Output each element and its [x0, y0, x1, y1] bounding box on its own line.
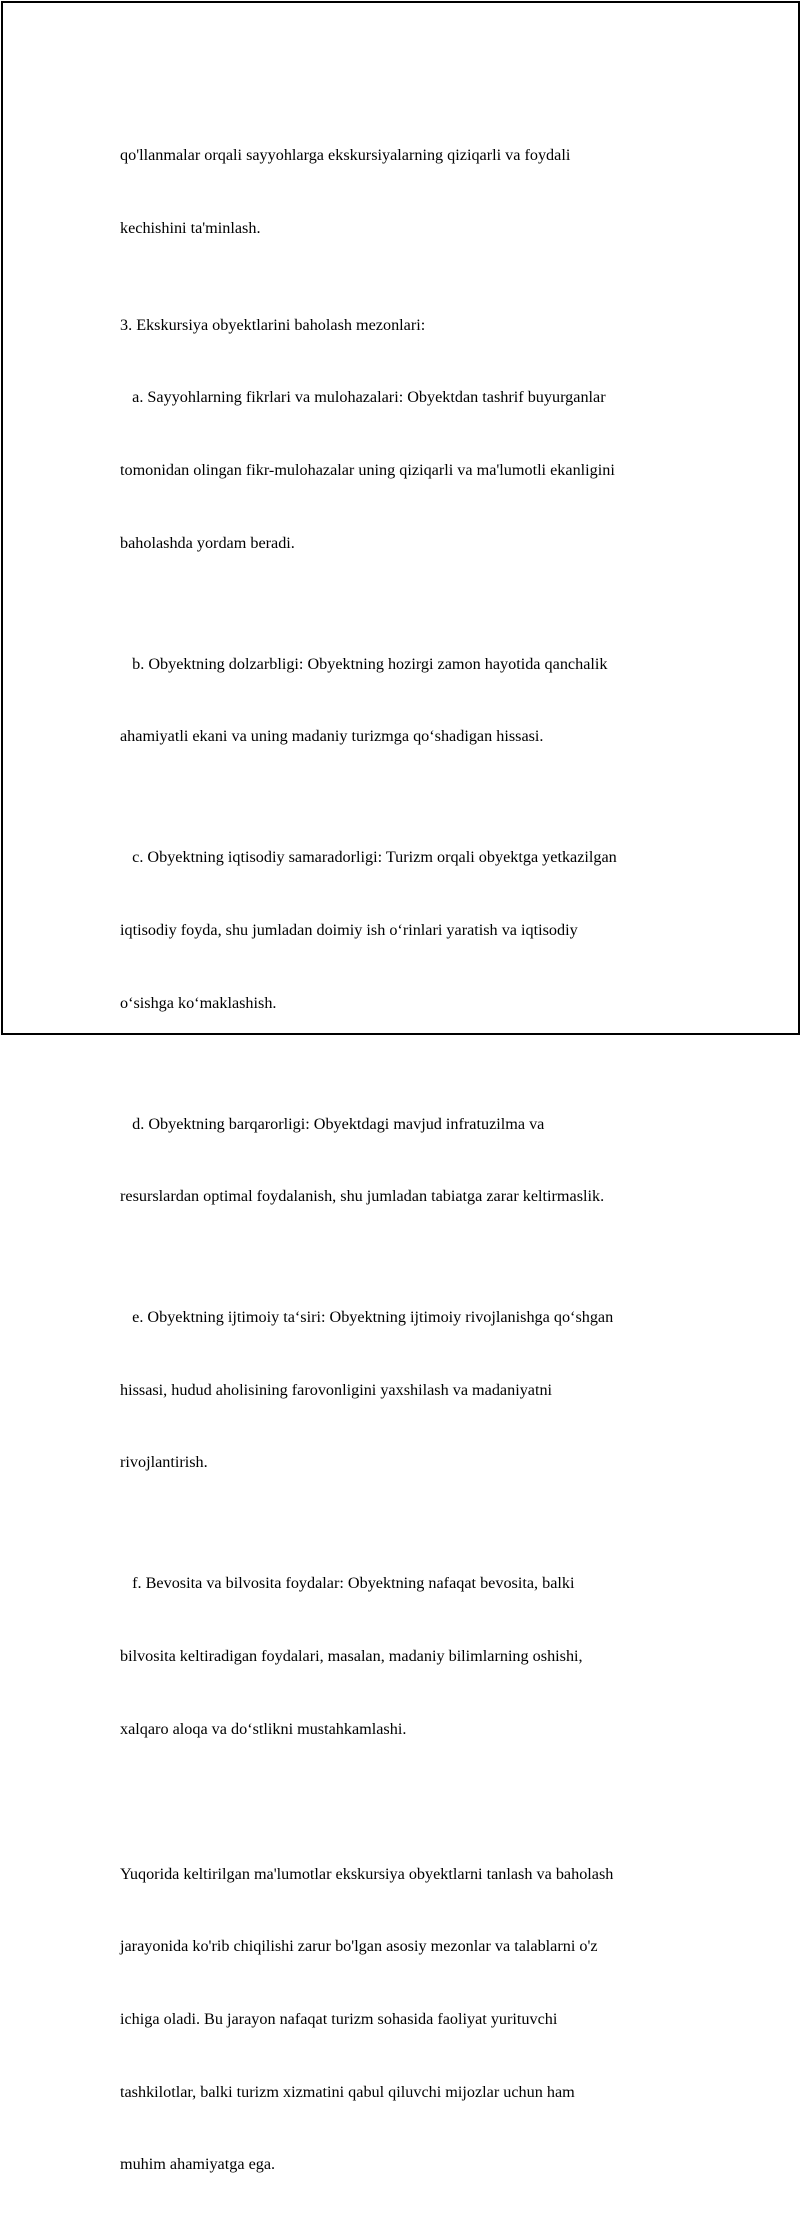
text-line: iqtisodiy foyda, shu jumladan doimiy ish o‘rinlari yaratish va iqtisodiy [120, 920, 578, 939]
text-line: ichiga oladi. Bu jarayon nafaqat turizm sohasida faoliyat yurituvchi [120, 2010, 558, 2029]
text-line: kechishini ta'minlash. [120, 219, 261, 238]
text-line: ahamiyatli ekani va uning madaniy turizmga qo‘shadigan hissasi. [120, 727, 544, 746]
text-line: tomonidan olingan fikr-mulohazalar uning qiziqarli va ma'lumotli ekanligini [120, 461, 615, 480]
text-line: o‘sishga ko‘maklashish. [120, 993, 277, 1012]
criterion-a [120, 337, 710, 603]
intro-paragraph [120, 95, 710, 289]
text-line: c. Obyektning iqtisodiy samaradorligi: Turizm orqali obyektga yetkazilgan [120, 848, 617, 867]
paragraph-spacer [120, 1789, 710, 1813]
text-line: qo'llanmalar orqali sayyohlarga ekskursiyalarning qiziqarli va foydali [120, 146, 571, 165]
criterion-e [120, 1257, 710, 1523]
text-line: b. Obyektning dolzarbligi: Obyektning hozirgi zamon hayotida qanchalik [120, 654, 608, 673]
text-line: bilvosita keltiradigan foydalari, masalan, madaniy bilimlarning oshishi, [120, 1646, 583, 1665]
section-heading: 3. Ekskursiya obyektlarini baholash mezonlari: [120, 315, 426, 334]
conclusion-paragraph [120, 1813, 710, 2224]
criterion-b [120, 603, 710, 797]
text-line: hissasi, hudud aholisining farovonligini yaxshilash va madaniyatni [120, 1380, 553, 1399]
text-line: a. Sayyohlarning fikrlari va mulohazalari: Obyektdan tashrif buyurganlar [120, 388, 606, 407]
text-line: xalqaro aloqa va do‘stlikni mustahkamlashi. [120, 1719, 407, 1738]
text-line: d. Obyektning barqarorligi: Obyektdagi mavjud infratuzilma va [120, 1114, 545, 1133]
text-line: rivojlantirish. [120, 1453, 208, 1472]
criterion-d [120, 1063, 710, 1257]
text-line: muhim ahamiyatga ega. [120, 2155, 276, 2174]
text-line: e. Obyektning ijtimoiy ta‘siri: Obyektning ijtimoiy rivojlanishga qo‘shgan [120, 1308, 614, 1327]
text-line: resurslardan optimal foydalanish, shu jumladan tabiatga zarar keltirmaslik. [120, 1187, 605, 1206]
criterion-f [120, 1523, 710, 1789]
text-line: Yuqorida keltirilgan ma'lumotlar ekskursiya obyektlarni tanlash va baholash [120, 1864, 614, 1883]
text-line: baholashda yordam beradi. [120, 533, 295, 552]
page-frame [1, 1, 800, 2174]
text-line: f. Bevosita va bilvosita foydalar: Obyektning nafaqat bevosita, balki [120, 1574, 575, 1593]
paragraph-spacer [120, 289, 710, 313]
document-body [120, 95, 710, 2225]
text-line: tashkilotlar, balki turizm xizmatini qabul qiluvchi mijozlar uchun ham [120, 2082, 575, 2101]
text-line: jarayonida ko'rib chiqilishi zarur bo'lgan asosiy mezonlar va talablarni o'z [120, 1937, 598, 1956]
criterion-c [120, 797, 710, 1063]
